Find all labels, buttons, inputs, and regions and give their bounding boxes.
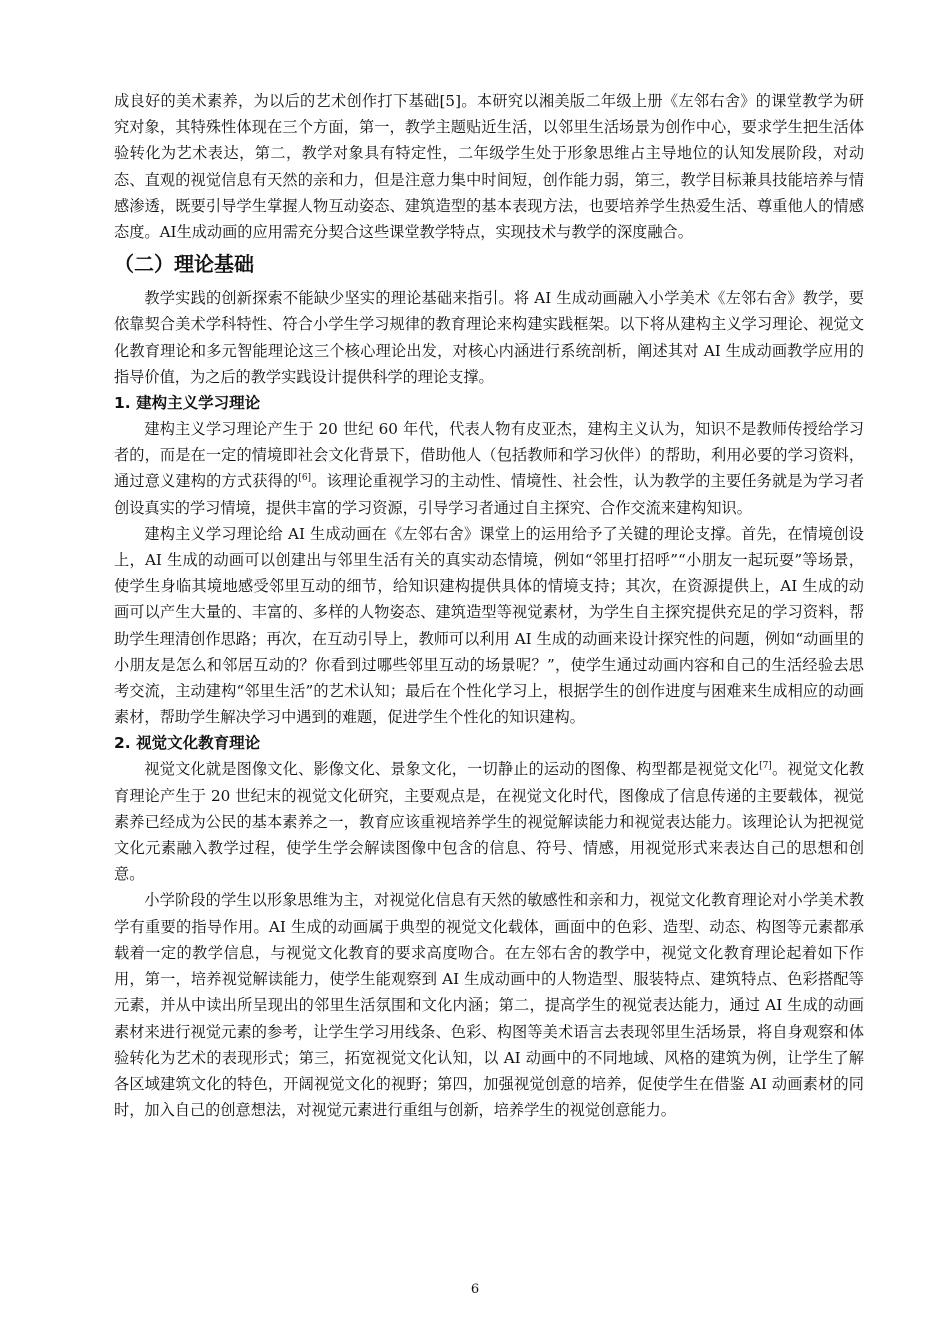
paragraph-text: 视觉文化就是图像文化、影像文化、景象文化，一切静止的运动的图像、构型都是视觉文化 (144, 760, 760, 779)
citation: [6] (298, 473, 312, 484)
page-number: 6 (470, 1282, 480, 1297)
section-intro-paragraph: 教学实践的创新探索不能缺少坚实的理论基础来指引。将 AI 生成动画融入小学美术《左邻右舍》教学，要依靠契合美术学科特性、符合小学生学习规律的教育理论来构建实践框架。以下将从建构主义学习理论、视觉文化教育理论和多元智能理论这三个核心理论出发，对核心内涵进行系统剖析，阐述其对 AI 生成动画教学应用的指导价值，为之后的教学实践设计提供科学的理论支撑。 (114, 289, 864, 386)
paragraph-text: 建构主义学习理论产生于 20 世纪 60 年代，代表人物有皮亚杰，建构主义认为，知识不是教师传授给学习者的，而是在一定的情境即社会文化背景下，借助他人（包括教师和学习伙伴）的帮助，利用必要的学习资料，通过意义建构的方式获得的 (114, 420, 864, 491)
constructivism-paragraph-1 (114, 416, 864, 521)
document-body (114, 88, 864, 1123)
constructivism-paragraph-2: 建构主义学习理论给 AI 生成动画在《左邻右舍》课堂上的运用给予了关键的理论支撑。首先，在情境创设上，AI 生成的动画可以创建出与邻里生活有关的真实动态情境，例如“邻里打招呼”“小朋友一起玩耍”等场景，使学生身临其境地感受邻里互动的细节，给知识建构提供具体的情境支持；其次，在资源提供上，AI 生成的动画可以产生大量的、丰富的、多样的人物姿态、建筑造型等视觉素材，为学生自主探究提供充足的学习资料，帮助学生理清创作思路；再次，在互动引导上，教师可以利用 AI 生成的动画来设计探究性的问题，例如“动画里的小朋友是怎么和邻居互动的？你看到过哪些邻里互动的场景呢？”，使学生通过动画内容和自己的生活经验去思考交流，主动建构“邻里生活”的艺术认知；最后在个性化学习上，根据学生的创作进度与困难来生成相应的动画素材，帮助学生解决学习中遇到的难题，促进学生个性化的知识建构。 (114, 524, 864, 727)
citation: [7] (759, 761, 772, 772)
visual-culture-paragraph-2: 小学阶段的学生以形象思维为主，对视觉化信息有天然的敏感性和亲和力，视觉文化教育理论对小学美术教学有重要的指导作用。AI 生成的动画属于典型的视觉文化载体，画面中的色彩、造型、动态、构图等元素都承载着一定的教学信息，与视觉文化教育的要求高度吻合。在左邻右舍的教学中，视觉文化教育理论起着如下作用，第一，培养视觉解读能力，使学生能观察到 AI 生成动画中的人物造型、服装特点、建筑特点、色彩搭配等元素，并从中读出所呈现出的邻里生活氛围和文化内涵；第二，提高学生的视觉表达能力，通过 AI 生成的动画素材来进行视觉元素的参考，让学生学习用线条、色彩、构图等美术语言去表现邻里生活场景，将自身观察和体验转化为艺术的表现形式；第三，拓宽视觉文化认知，以 AI 动画中的不同地域、风格的建筑为例，让学生了解各区域建筑文化的特色，开阔视觉文化的视野；第四，加强视觉创意的培养，促使学生在借鉴 AI 动画素材的同时，加入自己的创意想法，对视觉元素进行重组与创新，培养学生的视觉创意能力。 (114, 891, 864, 1120)
section-heading: （二）理论基础 (114, 252, 254, 277)
paragraph-text: 。视觉文化教育理论产生于 20 世纪末的视觉文化研究，主要观点是，在视觉文化时代，图像成了信息传递的主要载体，视觉素养已经成为公民的基本素养之一，教育应该重视培养学生的视觉解读能力和视觉表达能力。该理论认为把视觉文化元素融入教学过程，使学生学会解读图像中包含的信息、符号、情感，用视觉形式来表达自己的思想和创意。 (114, 760, 865, 884)
intro-paragraph: 成良好的美术素养，为以后的艺术创作打下基础[5]。本研究以湘美版二年级上册《左邻右舍》的课堂教学为研究对象，其特殊性体现在三个方面，第一，教学主题贴近生活，以邻里生活场景为创作中心，要求学生把生活体验转化为艺术表达，第二，教学对象具有特定性，二年级学生处于形象思维占主导地位的认知发展阶段，对动态、直观的视觉信息有天然的亲和力，但是注意力集中时间短，创作能力弱，第三，教学目标兼具技能培养与情感渗透，既要引导学生掌握人物互动姿态、建筑造型的基本表现方法，也要培养学生热爱生活、尊重他人的情感态度。AI生成动画的应用需充分契合这些课堂教学特点，实现技术与教学的深度融合。 (114, 92, 864, 242)
subsection-heading-visual-culture: 2. 视觉文化教育理论 (114, 734, 261, 753)
visual-culture-paragraph-1 (114, 756, 864, 887)
subsection-heading-constructivism: 1. 建构主义学习理论 (114, 394, 261, 413)
paragraph-text: 。该理论重视学习的主动性、情境性、社会性，认为教学的主要任务就是为学习者创设真实的学习情境，提供丰富的学习资源，引导学习者通过自主探究、合作交流来建构知识。 (114, 472, 864, 517)
